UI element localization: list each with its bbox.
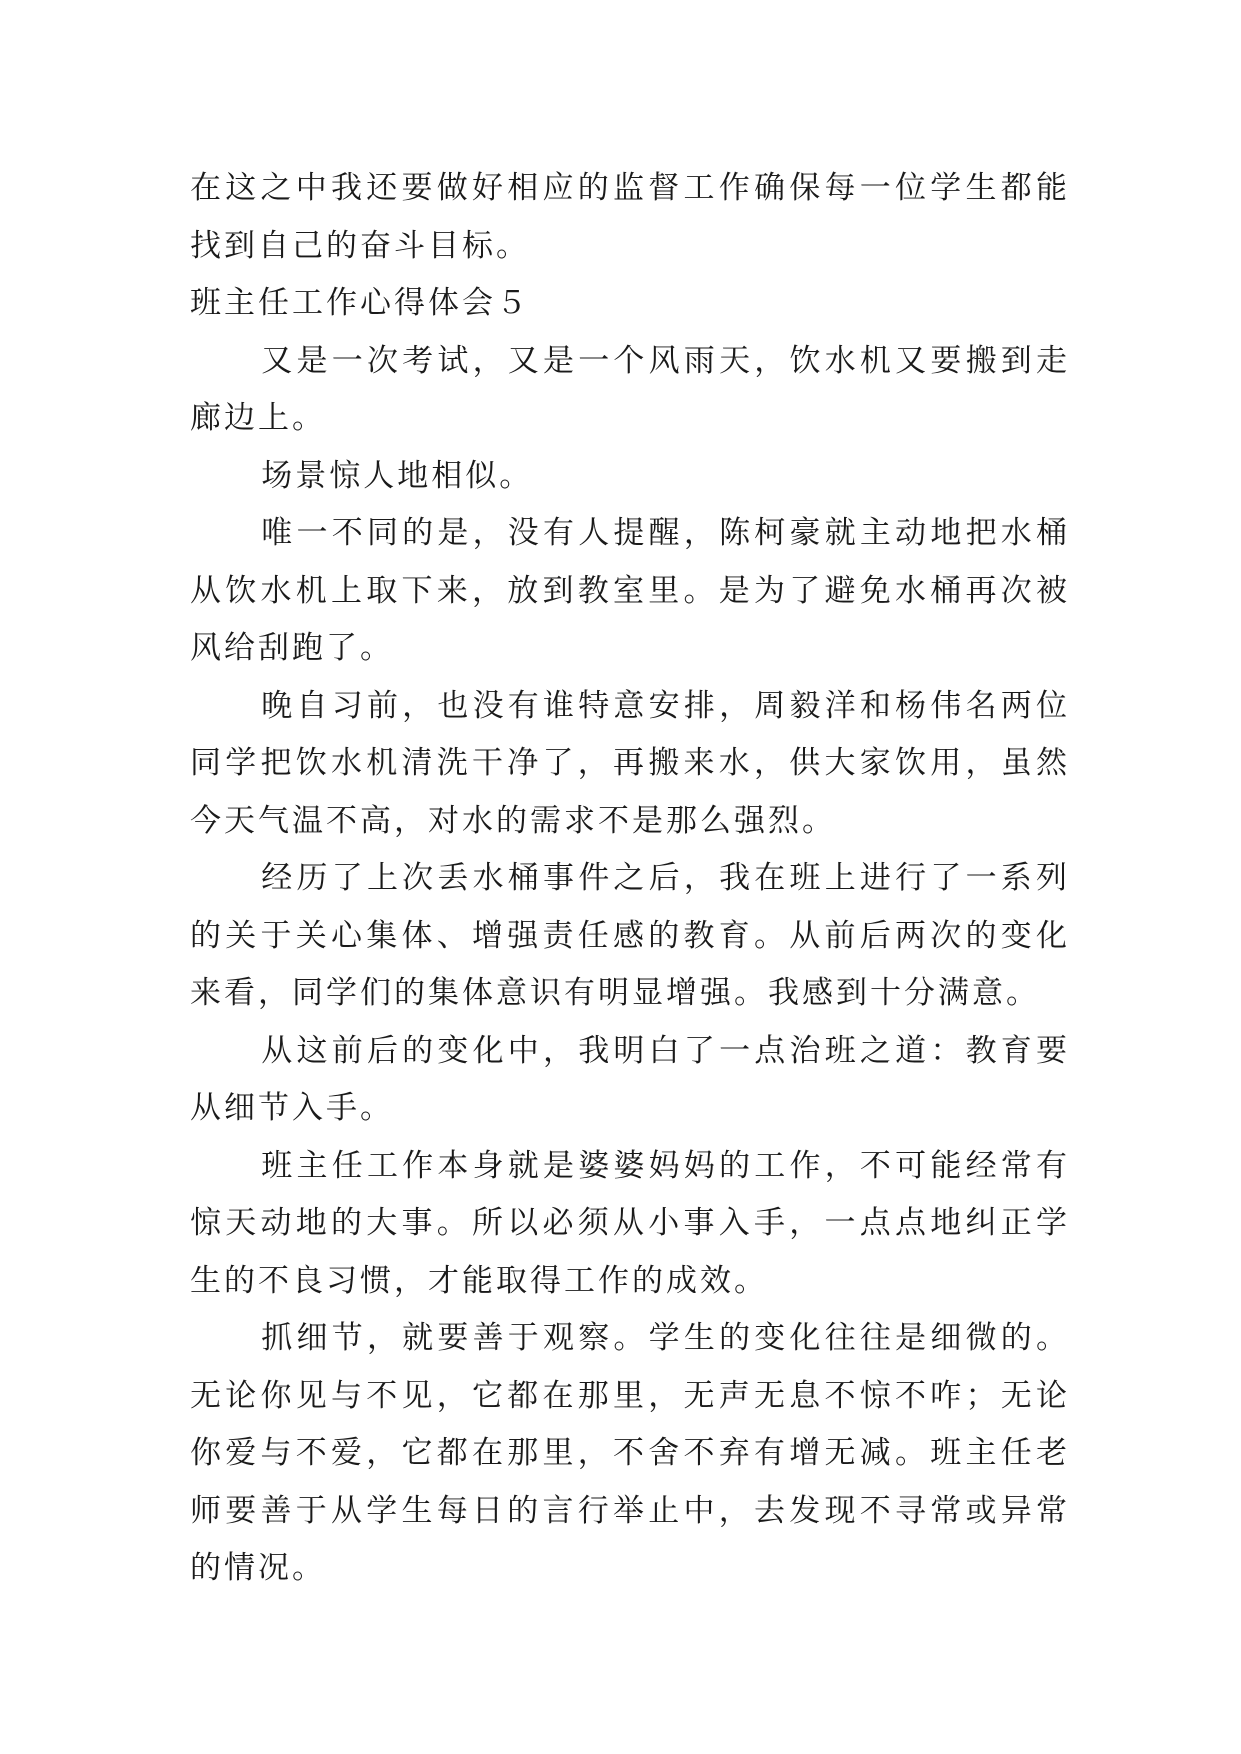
paragraph: 唯一不同的是，没有人提醒，陈柯豪就主动地把水桶从饮水机上取下来，放到教室里。是为了避免水桶再次被风给刮跑了。 bbox=[190, 515, 1070, 666]
section-title: 班主任工作心得体会５ bbox=[190, 285, 530, 321]
paragraph: 又是一次考试，又是一个风雨天，饮水机又要搬到走廊边上。 bbox=[190, 342, 1070, 436]
continuation-paragraph: 在这之中我还要做好相应的监督工作确保每一位学生都能找到自己的奋斗目标。 bbox=[190, 170, 1070, 264]
paragraph: 场景惊人地相似。 bbox=[261, 457, 534, 494]
paragraph: 从这前后的变化中，我明白了一点治班之道：教育要从细节入手。 bbox=[190, 1032, 1070, 1126]
document-body bbox=[190, 160, 1070, 1598]
paragraph: 经历了上次丢水桶事件之后，我在班上进行了一系列的关于关心集体、增强责任感的教育。从前后两次的变化来看，同学们的集体意识有明显增强。我感到十分满意。 bbox=[190, 860, 1070, 1011]
paragraph: 晚自习前，也没有谁特意安排，周毅洋和杨伟名两位同学把饮水机清洗干净了，再搬来水，供大家饮用，虽然今天气温不高，对水的需求不是那么强烈。 bbox=[190, 687, 1070, 839]
paragraph: 抓细节，就要善于观察。学生的变化往往是细微的。无论你见与不见，它都在那里，无声无息不惊不咋；无论你爱与不爱，它都在那里，不舍不弃有增无减。班主任老师要善于从学生每日的言行举止中，去发现不寻常或异常的情况。 bbox=[190, 1320, 1070, 1586]
paragraph: 班主任工作本身就是婆婆妈妈的工作，不可能经常有惊天动地的大事。所以必须从小事入手，一点点地纠正学生的不良习惯，才能取得工作的成效。 bbox=[190, 1147, 1070, 1299]
